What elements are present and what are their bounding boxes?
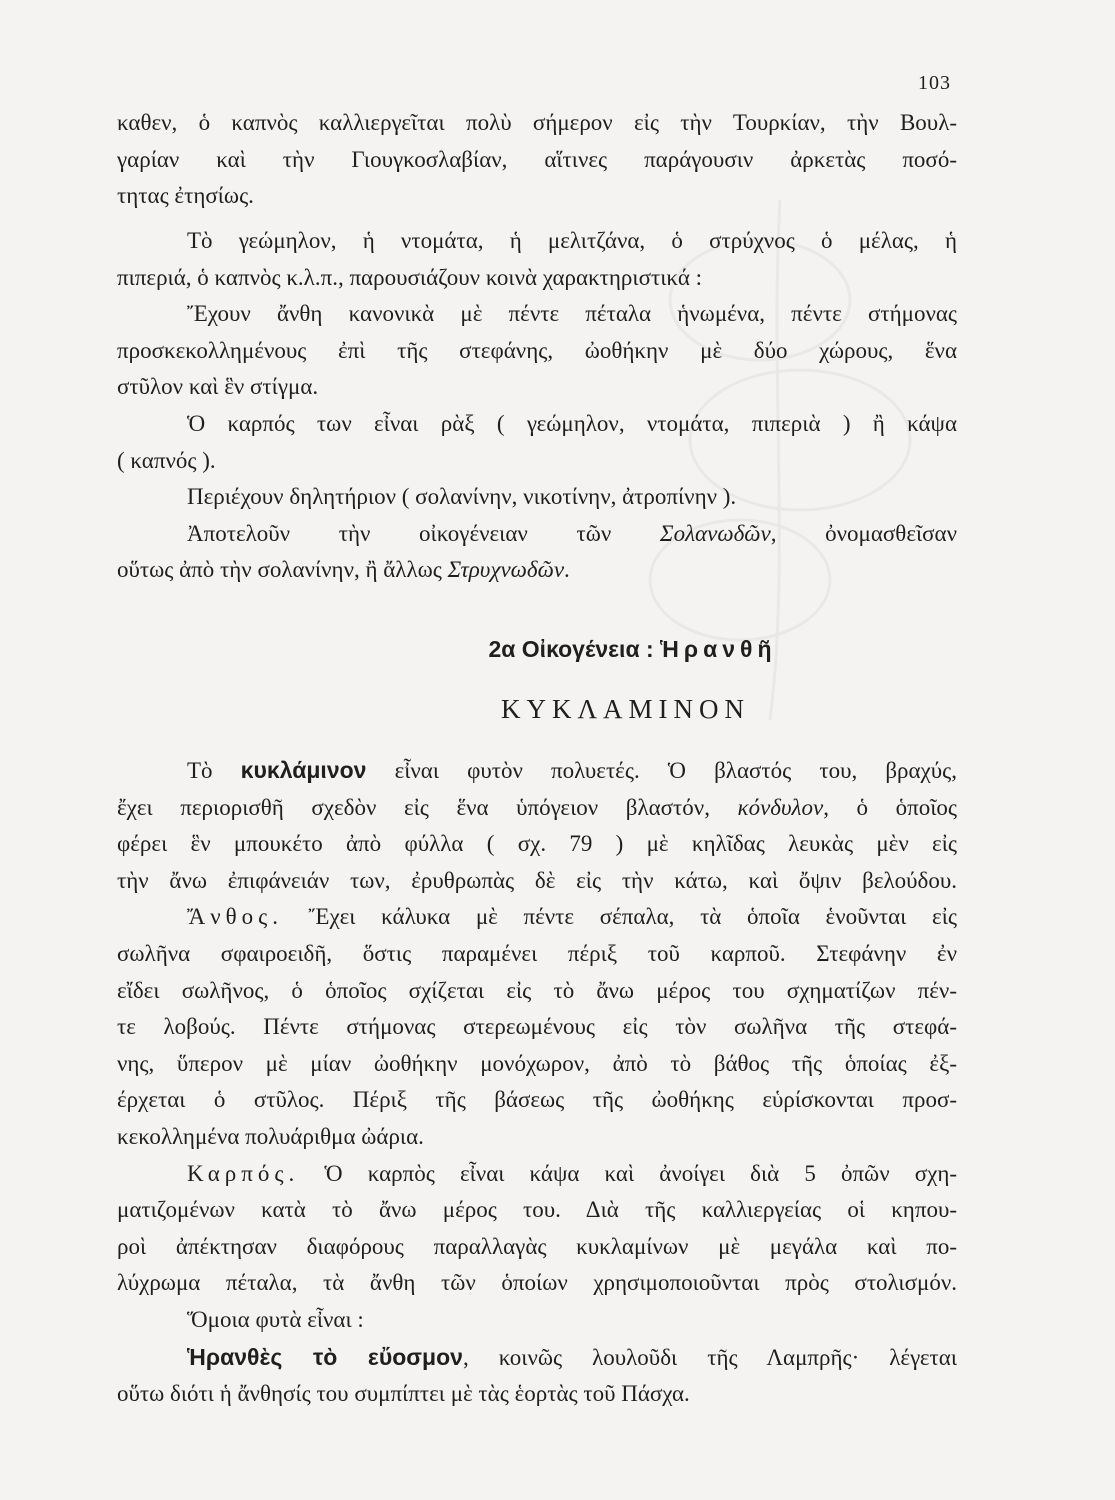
text-line <box>117 899 957 936</box>
text-line: Τὸ γεώμηλον, ἡ ντομάτα, ἡ μελιτζάνα, ὁ στρύχνος ὁ μέλας, ἡ <box>187 228 957 253</box>
text-line: λύχρωμα πέταλα, τὰ ἄνθη τῶν ὁποίων χρησιμοποιοῦνται πρὸς στολισμόν. <box>117 1270 957 1296</box>
paragraph-cyclamen <box>117 752 957 1413</box>
family-name-strychnaceae: Στρυχνωδῶν <box>447 557 565 583</box>
term-tuber: κόνδυλον <box>737 794 824 820</box>
text-line: τητας ἐτησίως. <box>117 183 254 209</box>
text-line: τε λοβούς. Πέντε στήμονας στερεωμένους εἰς τὸν σωλῆνα τῆς στεφά- <box>117 1014 957 1040</box>
text-line: γαρίαν καὶ τὴν Γιουγκοσλαβίαν, αἵτινες παράγουσιν ἀρκετὰς ποσό- <box>117 146 957 172</box>
text-run: οὕτως ἀπὸ τὴν σολανίνην, ἢ ἄλλως <box>117 557 442 583</box>
text-line: Ὁ καρπός των εἶναι ρὰξ ( γεώμηλον, ντομάτα, πιπεριὰ ) ἢ κάψα <box>187 410 957 436</box>
text-run: ἔχει περιορισθῆ σχεδὸν εἰς ἕνα ὑπόγειον βλαστόν, <box>117 794 710 820</box>
paragraph-common-characteristics <box>117 223 957 589</box>
text-run: Ὁ καρπὸς εἶναι κάψα καὶ ἀνοίγει διὰ 5 ὀπῶν σχη- <box>324 1160 958 1186</box>
subheading-flower: Ἄνθος. <box>187 904 283 930</box>
text-run: . <box>564 557 570 583</box>
text-line: προσκεκολλημένους ἐπὶ τῆς στεφάνης, ὠοθήκην μὲ δύο χώρους, ἕνα <box>117 337 957 363</box>
text-line <box>117 752 957 790</box>
page-number: 103 <box>918 72 951 94</box>
text-line: οὕτω διότι ἡ ἄνθησίς του συμπίπτει μὲ τὰς ἑορτὰς τοῦ Πάσχα. <box>117 1381 690 1407</box>
text-line <box>117 1339 957 1377</box>
text-line: Περιέχουν δηλητήριον ( σολανίνην, νικοτίνην, ἀτροπίνην ). <box>187 484 737 510</box>
text-line: ροὶ ἀπέκτησαν διαφόρους παραλλαγὰς κυκλαμίνων μὲ μεγάλα καὶ πο- <box>117 1233 957 1259</box>
text-line: σωλῆνα σφαιροειδῆ, ὅστις παραμένει πέριξ τοῦ καρποῦ. Στεφάνην ἐν <box>117 940 957 966</box>
text-line: ( καπνός ). <box>117 447 216 473</box>
text-line: νης, ὕπερον μὲ μίαν ὠοθήκην μονόχωρον, ἀπὸ τὸ βάθος τῆς ὁποίας ἐξ- <box>117 1050 957 1076</box>
heading-family-name: Ἡρανθῆ <box>660 636 777 662</box>
subheading-fruit: Καρπός. <box>187 1160 300 1186</box>
text-run: εἶναι φυτὸν πολυετές. Ὁ βλαστός του, βραχύς, <box>394 758 958 783</box>
text-line: εἴδει σωλῆνος, ὁ ὁποῖος σχίζεται εἰς τὸ ἄνω μέρος του σχηματίζων πέν- <box>117 977 957 1003</box>
term-eranthis: Ἡρανθὲς τὸ εὔοσμον <box>187 1343 463 1370</box>
text-line <box>117 1156 957 1193</box>
term-cyclamen: κυκλάμινον <box>240 757 367 783</box>
section-heading-family <box>0 636 1115 663</box>
text-line: κεκολλημένα πολυάριθμα ὠάρια. <box>117 1123 424 1149</box>
text-line: φέρει ἓν μπουκέτο ἀπὸ φύλλα ( σχ. 79 ) μὲ κηλῖδας λευκὰς μὲν εἰς <box>117 831 957 857</box>
paragraph-tobacco-cultivation <box>117 105 957 215</box>
text-run: , ὁ ὁποῖος <box>823 794 957 820</box>
text-run: Τὸ <box>187 758 213 783</box>
text-line: ματιζομένων κατὰ τὸ ἄνω μέρος του. Διὰ τῆς καλλιεργείας οἱ κηπου- <box>117 1197 957 1223</box>
text-line: πιπεριά, ὁ καπνὸς κ.λ.π., παρουσιάζουν κοινὰ χαρακτηριστικά : <box>117 264 703 290</box>
text-run: , ὀνομασθεῖσαν <box>770 520 958 546</box>
text-line: στῦλον καὶ ἓν στίγμα. <box>117 374 319 400</box>
text-line: καθεν, ὁ καπνὸς καλλιεργεῖται πολὺ σήμερον εἰς τὴν Τουρκίαν, τὴν Βουλ- <box>117 110 957 135</box>
text-line <box>117 516 957 553</box>
text-line: τὴν ἄνω ἐπιφάνειάν των, ἐρυθρωπὰς δὲ εἰς τὴν κάτω, καὶ ὄψιν βελούδου. <box>117 867 957 893</box>
text-line: έρχεται ὁ στῦλος. Πέριξ τῆς βάσεως τῆς ὠοθήκης εὑρίσκονται προσ- <box>117 1087 957 1113</box>
text-line <box>117 552 957 589</box>
text-line: Ὅμοια φυτὰ εἶναι : <box>187 1306 364 1332</box>
heading-prefix: 2α Οἰκογένεια : <box>488 636 661 662</box>
text-line <box>117 790 957 827</box>
text-run: Ἀποτελοῦν τὴν οἰκογένειαν τῶν <box>187 520 612 546</box>
text-run: , κοινῶς λουλοῦδι τῆς Λαμπρῆς· λέγεται <box>462 1344 958 1370</box>
text-run: Ἔχει κάλυκα μὲ πέντε σέπαλα, τὰ ὁποῖα ἑνοῦνται εἰς <box>308 904 957 930</box>
text-line: Ἔχουν ἄνθη κανονικὰ μὲ πέντε πέταλα ἡνωμένα, πέντε στήμονας <box>187 301 957 327</box>
family-name-solanaceae: Σολανωδῶν <box>659 520 771 546</box>
section-heading-plant: ΚΥΚΛΑΜΙΝΟΝ <box>500 694 751 724</box>
